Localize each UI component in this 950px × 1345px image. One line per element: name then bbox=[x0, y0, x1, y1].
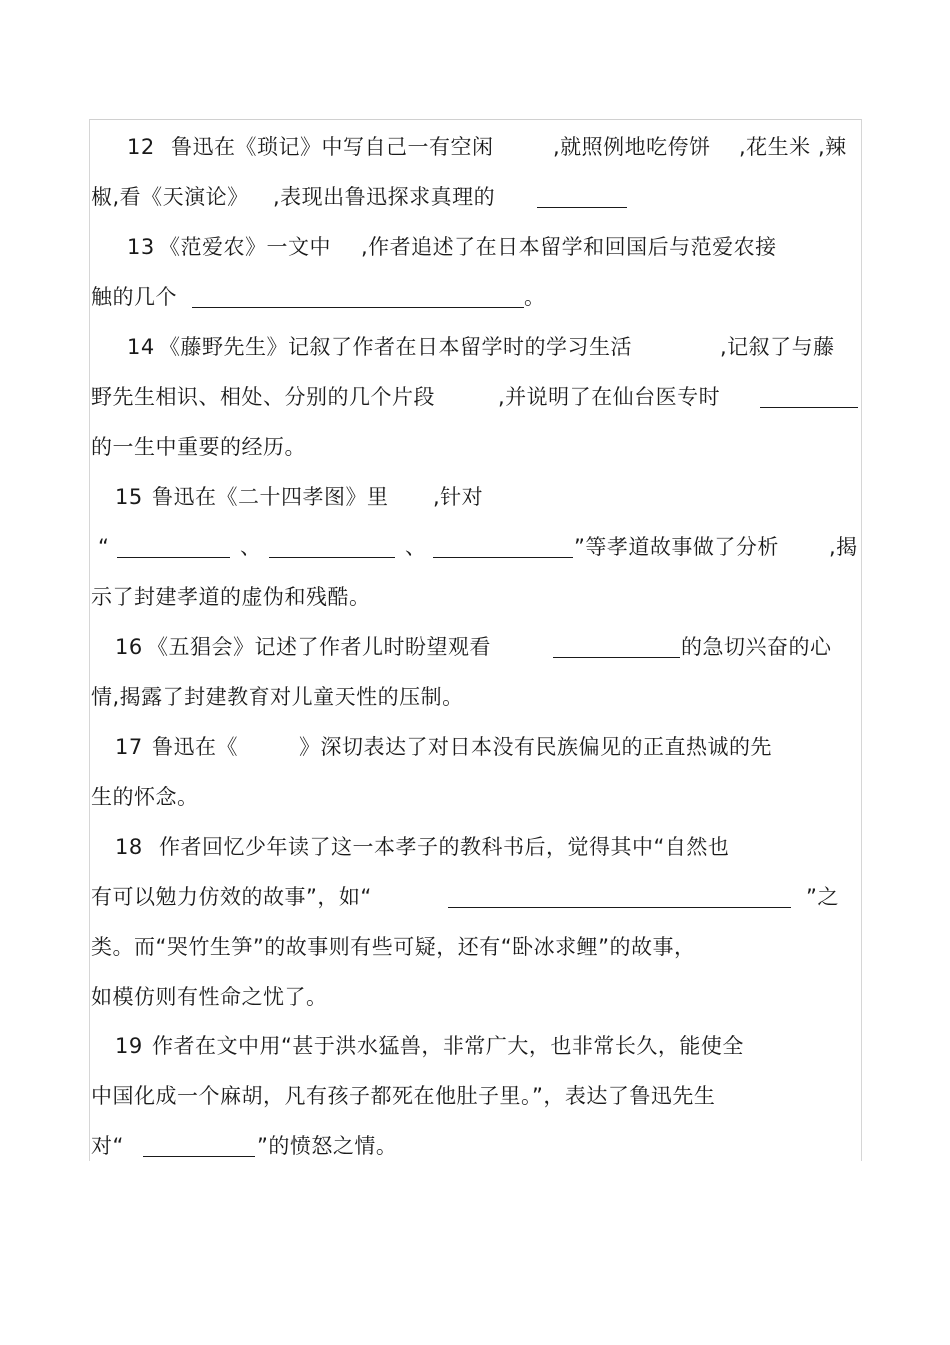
answer-blank[interactable] bbox=[117, 557, 230, 558]
question-text: 中国化成一个麻胡，凡有孩子都死在他肚子里。”，表达了鲁迅先生 bbox=[91, 1084, 716, 1108]
question-number: 18 bbox=[115, 835, 143, 859]
question-text: 鲁迅在《二十四孝图》里 bbox=[152, 485, 389, 509]
question-text: 的急切兴奋的心 bbox=[681, 635, 832, 659]
question-number: 19 bbox=[115, 1034, 143, 1058]
question-number: 15 bbox=[115, 485, 143, 509]
answer-blank[interactable] bbox=[433, 557, 573, 558]
answer-blank[interactable] bbox=[537, 207, 627, 208]
question-text: ”之 bbox=[806, 885, 839, 909]
answer-blank[interactable] bbox=[760, 407, 858, 408]
question-text: ,并说明了在仙台医专时 bbox=[498, 385, 721, 409]
question-text: 作者回忆少年读了这一本孝子的教科书后，觉得其中“自然也 bbox=[159, 835, 730, 859]
question-number: 12 bbox=[127, 135, 155, 159]
question-text: 触的几个 bbox=[91, 285, 177, 309]
question-text: ,辣 bbox=[818, 135, 847, 159]
question-text: ,作者追述了在日本留学和回国后与范爱农接 bbox=[361, 235, 777, 259]
question-text: ”的愤怒之情。 bbox=[257, 1134, 398, 1158]
question-text: 、 bbox=[240, 535, 262, 559]
question-text: 、 bbox=[405, 535, 427, 559]
question-text: 《藤野先生》记叙了作者在日本留学时的学习生活 bbox=[159, 335, 632, 359]
question-number: 14 bbox=[127, 335, 155, 359]
question-text: 的一生中重要的经历。 bbox=[91, 435, 306, 459]
answer-blank[interactable] bbox=[269, 557, 395, 558]
question-text: 《五猖会》记述了作者儿时盼望观看 bbox=[147, 635, 491, 659]
answer-blank[interactable] bbox=[448, 907, 791, 908]
question-text: 鲁迅在《 bbox=[152, 735, 238, 759]
question-text: 生的怀念。 bbox=[91, 785, 199, 809]
question-text: 如模仿则有性命之忧了。 bbox=[91, 985, 328, 1009]
question-text: 作者在文中用“甚于洪水猛兽，非常广大，也非常长久，能使全 bbox=[152, 1034, 744, 1058]
question-text: “ bbox=[98, 535, 110, 559]
question-text: 鲁迅在《琐记》中写自己一有空闲 bbox=[171, 135, 494, 159]
question-number: 17 bbox=[115, 735, 143, 759]
answer-blank[interactable] bbox=[143, 1156, 255, 1157]
question-text: ,针对 bbox=[433, 485, 484, 509]
answer-blank[interactable] bbox=[192, 307, 524, 308]
question-number: 13 bbox=[127, 235, 155, 259]
question-text: ,花生米 bbox=[739, 135, 811, 159]
question-text: 对“ bbox=[91, 1134, 124, 1158]
question-text: ,就照例地吃侉饼 bbox=[553, 135, 711, 159]
question-text: 示了封建孝道的虚伪和残酷。 bbox=[91, 585, 371, 609]
question-text: 情,揭露了封建教育对儿童天性的压制。 bbox=[91, 685, 464, 709]
question-text: ,记叙了与藤 bbox=[720, 335, 835, 359]
question-text: 》深切表达了对日本没有民族偏见的正直热诚的先 bbox=[299, 735, 772, 759]
answer-blank[interactable] bbox=[553, 657, 680, 658]
question-text: 椒,看《天演论》 bbox=[91, 185, 249, 209]
question-text: 。 bbox=[524, 285, 546, 309]
question-text: ,揭 bbox=[829, 535, 858, 559]
question-text: ,表现出鲁迅探求真理的 bbox=[273, 185, 496, 209]
question-text: 《范爱农》一文中 bbox=[159, 235, 331, 259]
question-text: ”等孝道故事做了分析 bbox=[574, 535, 779, 559]
question-text: 野先生相识、相处、分别的几个片段 bbox=[91, 385, 435, 409]
question-number: 16 bbox=[115, 635, 143, 659]
question-text: 类。而“哭竹生笋”的故事则有些可疑，还有“卧冰求鲤”的故事， bbox=[91, 935, 696, 959]
question-text: 有可以勉力仿效的故事”，如“ bbox=[91, 885, 372, 909]
